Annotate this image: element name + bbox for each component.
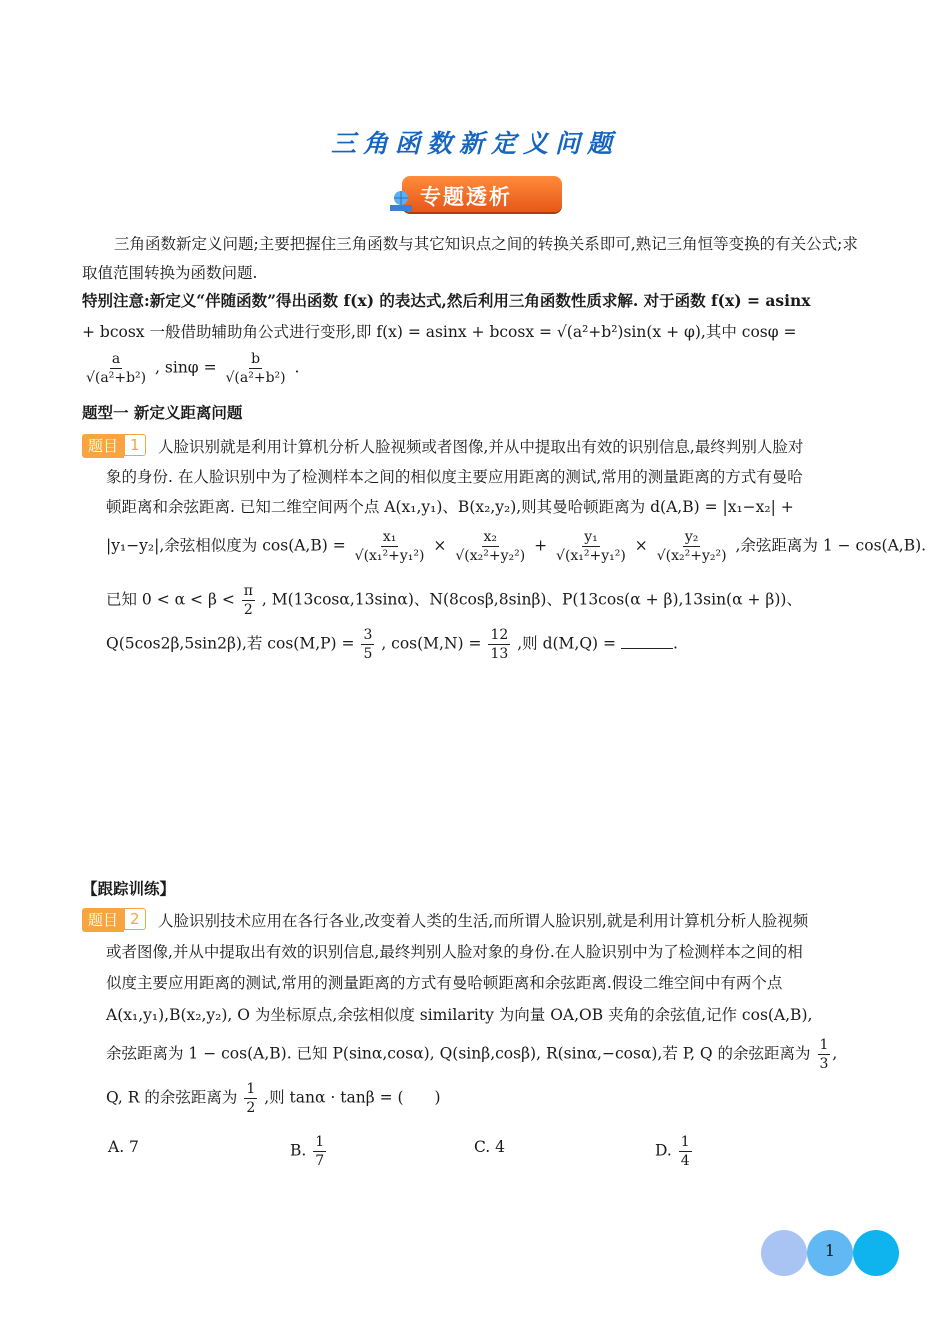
fraction-1-3: $\frac{1}{3}$ <box>819 1037 829 1072</box>
intro-note-text: 特别注意:新定义“伴随函数”得出函数 f(x) 的表达式,然后利用三角函数性质求解. 对于函数 f(x) = asinx <box>82 291 811 310</box>
section-heading-2: 【跟踪训练】 <box>82 879 176 898</box>
page-badge-right <box>853 1230 899 1276</box>
banner-label: 专题透析 <box>420 185 512 209</box>
choice-c[interactable]: C. 4 <box>474 1138 506 1156</box>
q2-line1: 人脸识别技术应用在各行各业,改变着人类的生活,而所谓人脸识别,就是利用计算机分析人脸视频 <box>158 912 809 930</box>
q2-line2: 或者图像,并从中提取出有效的识别信息,最终判别人脸对象的身份.在人脸识别中为了检测样本之间的相 <box>106 943 803 961</box>
fraction-a: $\frac{a}{\text{√(a²+b²)}}$ <box>86 351 147 386</box>
q2-line4: A(x₁,y₁),B(x₂,y₂), O 为坐标原点,余弦相似度 similarity 为向量 OA,OB 夹角的余弦值,记作 cos(A,B), <box>106 1006 813 1024</box>
topic-banner <box>388 174 564 216</box>
q2-line6: Q, R 的余弦距离为 $\frac{1}{2}$ ,则 tanα · tanβ = ( ) <box>106 1081 441 1116</box>
q1-line5: 已知 0 < α < β < $\frac{\pi}{2}$ , M(13cosα,13sinα)、N(8cosβ,8sinβ)、P(13cos(α + β),13sin(α + β))、 <box>106 583 802 618</box>
intro-paragraph: 三角函数新定义问题;主要把握住三角函数与其它知识点之间的转换关系即可,熟记三角恒等变换的有关公式;求取值范围转换为函数问题. <box>82 235 858 282</box>
fraction-1-2: $\frac{1}{2}$ <box>246 1081 256 1116</box>
intro-note-line2: + bcosx 一般借助辅助角公式进行变形,即 f(x) = asinx + bcosx = √(a²+b²)sin(x + φ),其中 cosφ = <box>82 323 797 341</box>
fraction-12-13: $\frac{12}{13}$ <box>490 627 509 662</box>
page-number: 1 <box>824 1241 836 1260</box>
choice-b[interactable]: B. $\frac{1}{7}$ <box>290 1134 325 1169</box>
page-title: 三角函数新定义问题 <box>330 129 619 158</box>
q2-line5: 余弦距离为 1 − cos(A,B). 已知 P(sinα,cosα), Q(sinβ,cosβ), R(sinα,−cosα),若 P, Q 的余弦距离为 $\frac{1}{3}$ , <box>106 1037 838 1072</box>
q1-line3: 顿距离和余弦距离. 已知二维空间两个点 A(x₁,y₁)、B(x₂,y₂),则其曼哈顿距离为 d(A,B) = |x₁−x₂| + <box>106 498 794 516</box>
q2-line3: 似度主要应用距离的测试,常用的测量距离的方式有曼哈顿距离和余弦距离.假设二维空间中有两个点 <box>106 974 783 992</box>
fraction-x2: $\frac{\text{x₂}}{\text{√(x₂²+y₂²)}}$ <box>455 529 526 564</box>
fraction-y2: $\frac{\text{y₂}}{\text{√(x₂²+y₂²)}}$ <box>656 529 727 564</box>
q1-line6: Q(5cos2β,5sin2β),若 cos(M,P) = $\frac{3}{5}$ , cos(M,N) = $\frac{12}{13}$ ,则 d(M,Q) = . <box>106 627 678 662</box>
section-heading-1: 题型一 新定义距离问题 <box>82 403 243 422</box>
choice-a[interactable]: A. 7 <box>108 1138 139 1156</box>
fraction-y1: $\frac{\text{y₁}}{\text{√(x₁²+y₁²)}}$ <box>556 529 626 564</box>
fraction-x1: $\frac{\text{x₁}}{\text{√(x₁²+y₁²)}}$ <box>354 529 425 564</box>
answer-blank[interactable] <box>621 634 673 649</box>
fraction-b: $\frac{b}{\text{√(a²+b²)}}$ <box>225 351 286 386</box>
page-badge-left <box>761 1230 807 1276</box>
question-tag-2: 题目 2 <box>82 908 146 932</box>
question-tag-1: 题目 1 <box>82 434 146 458</box>
choice-d[interactable]: D. $\frac{1}{4}$ <box>655 1134 690 1169</box>
q1-line4: |y₁−y₂|,余弦相似度为 cos(A,B) = $\frac{\text{x₁}}{\text{√(x₁²+y₁²)}}$ × $\frac{\text{x₂}}{\text{√(x₂²+y₂²)}}$ + $\frac{\text{y₁}}{\text{√(x₁²+y₁²)}}$ × $\frac{\text{y₂}}{\text{√(x₂²+y₂²)}}$ ,余弦距离为 1 − cos(A,B). <box>106 529 927 564</box>
q1-line1: 人脸识别就是利用计算机分析人脸视频或者图像,并从中提取出有效的识别信息,最终判别人脸对 <box>158 438 804 456</box>
globe-book-icon <box>388 188 414 214</box>
fraction-3-5: $\frac{3}{5}$ <box>363 627 373 662</box>
intro-note-line1 <box>82 289 811 311</box>
intro-note-line3: $\frac{a}{\text{√(a²+b²)}}$ , sinφ = $\frac{b}{\text{√(a²+b²)}}$ . <box>86 351 300 386</box>
q1-line2: 象的身份. 在人脸识别中为了检测样本之间的相似度主要应用距离的测试,常用的测量距离的方式有曼哈 <box>106 468 803 486</box>
fraction-pi-2: $\frac{\pi}{2}$ <box>243 583 253 618</box>
